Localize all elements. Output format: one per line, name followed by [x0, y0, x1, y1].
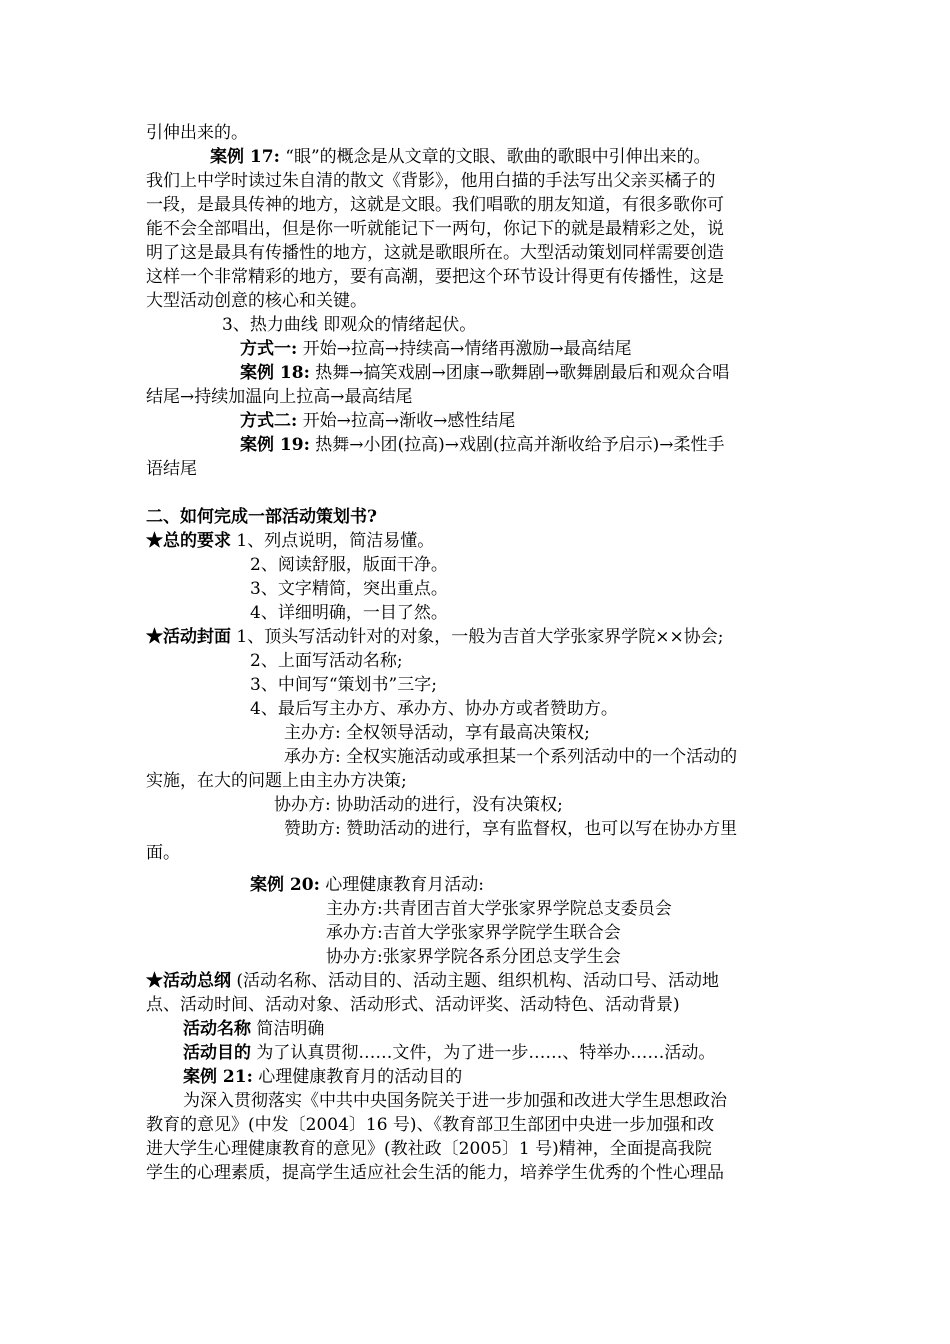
- paragraph-line: 明了这是最具有传播性的地方，这就是歌眼所在。大型活动策划同样需要创造: [146, 243, 724, 263]
- case-label: 案例 17:: [210, 147, 280, 167]
- method-label: 方式一:: [240, 339, 298, 359]
- method-text: 开始→拉高→持续高→情绪再激励→最高结尾: [302, 339, 632, 359]
- case-21-line: [183, 1065, 462, 1089]
- field-label: 活动名称: [183, 1019, 251, 1039]
- case-label: 案例 18:: [240, 363, 310, 383]
- outline-text: (活动名称、活动目的、活动主题、组织机构、活动口号、活动地: [236, 971, 720, 991]
- list-item: 2、上面写活动名称;: [250, 651, 403, 671]
- activity-purpose-line: [183, 1041, 715, 1065]
- star-label: ★活动封面: [146, 627, 231, 647]
- star-label: ★活动总纲: [146, 971, 231, 991]
- paragraph-line: 我们上中学时读过朱自清的散文《背影》，他用白描的手法写出父亲买橘子的: [146, 171, 716, 191]
- field-text: 为了认真贯彻……文件，为了进一步……、特举办……活动。: [256, 1043, 716, 1063]
- organizer-line: 承办方: 全权实施活动或承担某一个系列活动中的一个活动的: [284, 747, 738, 767]
- organizer-line: 协办方: 协助活动的进行，没有决策权;: [274, 795, 563, 815]
- list-item: 3、文字精简，突出重点。: [250, 579, 448, 599]
- paragraph-line: 引伸出来的。: [146, 123, 248, 143]
- case-text: 心理健康教育月的活动目的: [258, 1067, 463, 1087]
- general-requirements-line: [146, 529, 434, 553]
- paragraph-line: 教育的意见》(中发〔2004〕16 号)、《教育部卫生部团中央进一步加强和改: [146, 1115, 715, 1135]
- list-item: 3、中间写“策划书”三字;: [250, 675, 437, 695]
- paragraph-line: 能不会全部唱出，但是你一听就能记下一两句，你记下的就是最精彩之处，说: [146, 219, 724, 239]
- organizer-line: 协办方:张家界学院各系分团总支学生会: [326, 947, 621, 967]
- paragraph-line: 为深入贯彻落实《中共中央国务院关于进一步加强和改进大学生思想政治: [183, 1091, 727, 1111]
- method-label: 方式二:: [240, 411, 298, 431]
- case-label: 案例 20:: [250, 875, 320, 895]
- organizer-line: 主办方:共青团吉首大学张家界学院总支委员会: [326, 899, 672, 919]
- paragraph-line: 一段，是最具传神的地方，这就是文眼。我们唱歌的朋友知道，有很多歌你可: [146, 195, 724, 215]
- case-text: 热舞→小团(拉高)→戏剧(拉高并渐收给予启示)→柔性手: [315, 435, 725, 455]
- list-item: 4、详细明确，一目了然。: [250, 603, 448, 623]
- field-text: 简洁明确: [256, 1019, 325, 1039]
- case-text: “眼”的概念是从文章的文眼、歌曲的歌眼中引伸出来的。: [285, 147, 711, 167]
- case-17-line: [210, 145, 711, 169]
- list-item: 1、顶头写活动针对的对象，一般为吉首大学张家界学院××协会;: [236, 627, 724, 647]
- case-19-line: [240, 433, 725, 457]
- paragraph-line: 语结尾: [146, 459, 197, 479]
- paragraph-line: 学生的心理素质，提高学生适应社会生活的能力，培养学生优秀的个性心理品: [146, 1163, 724, 1183]
- paragraph-line: 面。: [146, 843, 180, 863]
- case-label: 案例 21:: [183, 1067, 253, 1087]
- organizer-line: 主办方: 全权领导活动，享有最高决策权;: [284, 723, 590, 743]
- case-text: 热舞→搞笑戏剧→团康→歌舞剧→歌舞剧最后和观众合唱: [315, 363, 730, 383]
- organizer-line: 承办方:吉首大学张家界学院学生联合会: [326, 923, 621, 943]
- method-text: 开始→拉高→渐收→感性结尾: [302, 411, 516, 431]
- organizer-line: 赞助方: 赞助活动的进行，享有监督权，也可以写在协办方里: [284, 819, 738, 839]
- cover-line: [146, 625, 723, 649]
- star-label: ★总的要求: [146, 531, 231, 551]
- outline-line: [146, 969, 719, 993]
- paragraph-line: 这样一个非常精彩的地方，要有高潮，要把这个环节设计得更有传播性，这是: [146, 267, 724, 287]
- method-1-line: [240, 337, 632, 361]
- heat-curve-heading: 3、热力曲线 即观众的情绪起伏。: [222, 315, 477, 335]
- paragraph-line: 点、活动时间、活动对象、活动形式、活动评奖、活动特色、活动背景): [146, 995, 680, 1015]
- paragraph-line: 实施，在大的问题上由主办方决策;: [146, 771, 407, 791]
- list-item: 4、最后写主办方、承办方、协办方或者赞助方。: [250, 699, 618, 719]
- section-heading: 二、如何完成一部活动策划书?: [146, 507, 377, 527]
- method-2-line: [240, 409, 515, 433]
- case-text: 心理健康教育月活动:: [325, 875, 484, 895]
- case-label: 案例 19:: [240, 435, 310, 455]
- activity-name-line: [183, 1017, 324, 1041]
- paragraph-line: 进大学生心理健康教育的意见》(教社政〔2005〕1 号)精神，全面提高我院: [146, 1139, 712, 1159]
- field-label: 活动目的: [183, 1043, 251, 1063]
- paragraph-line: 大型活动创意的核心和关键。: [146, 291, 367, 311]
- list-item: 1、列点说明，简洁易懂。: [236, 531, 435, 551]
- list-item: 2、阅读舒服，版面干净。: [250, 555, 448, 575]
- case-18-line: [240, 361, 729, 385]
- case-20-line: [250, 873, 484, 897]
- paragraph-line: 结尾→持续加温向上拉高→最高结尾: [146, 387, 413, 407]
